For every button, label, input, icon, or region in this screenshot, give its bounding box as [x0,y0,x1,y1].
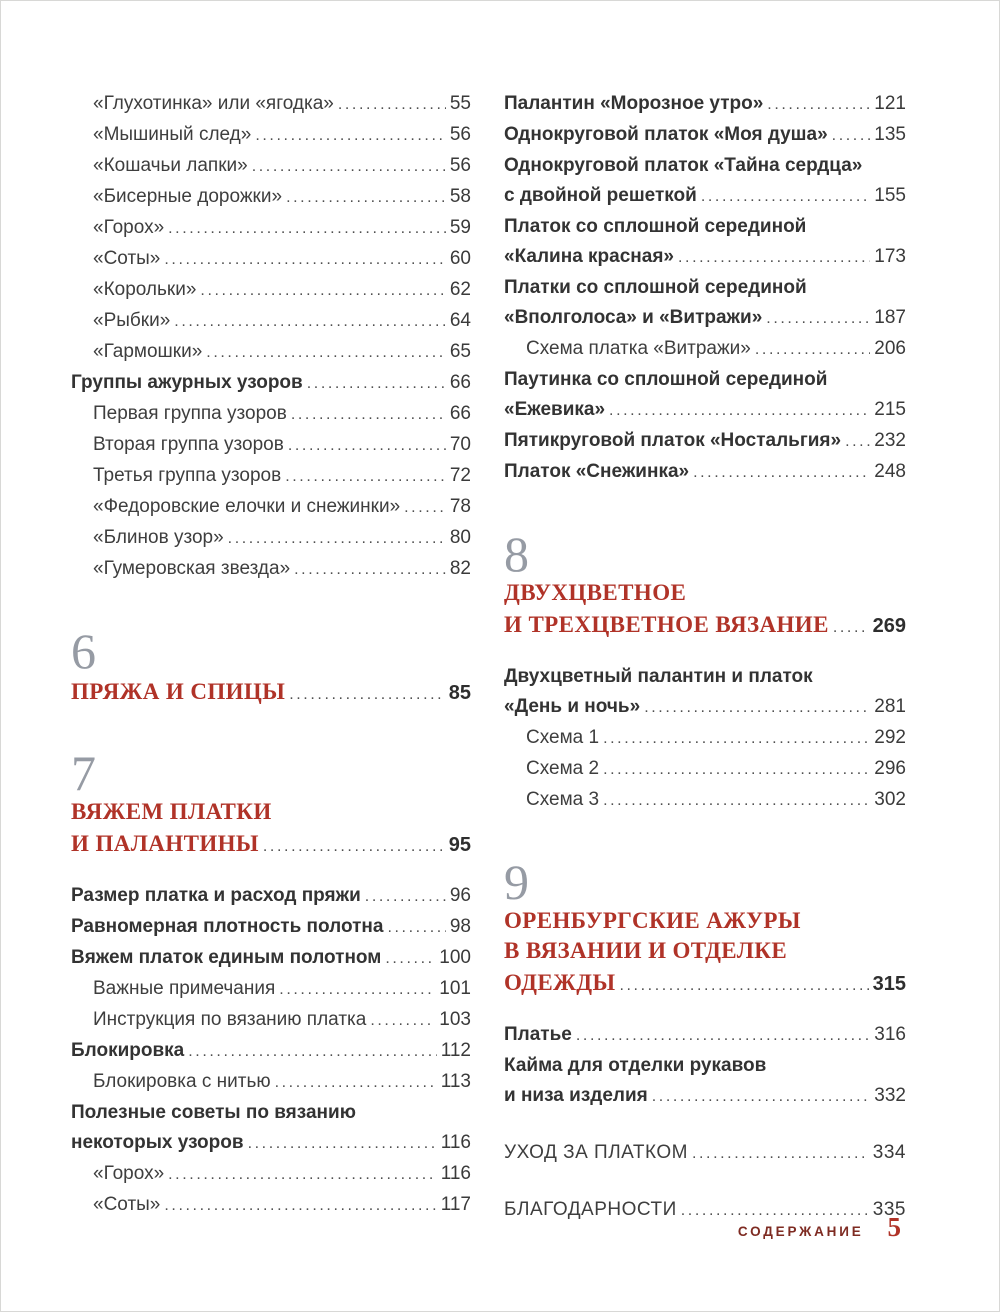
entry-page-number: 100 [439,947,471,968]
page-footer [738,1212,901,1243]
dot-leader [832,121,871,151]
toc-entry [71,337,471,368]
chapter-heading [504,854,906,998]
toc-entry [504,212,906,273]
chapter-title: ОРЕНБУРГСКИЕ АЖУРЫ [504,908,801,933]
entry-text: «Бисерные дорожки» [93,186,283,207]
dot-leader [619,977,868,995]
footer-page-number: 5 [887,1212,901,1242]
toc-entry [71,399,471,430]
entry-page-number: 78 [449,496,471,517]
entry-text: с двойной решеткой [504,185,697,206]
toc-entry [504,426,906,457]
entry-text: «Федоровские елочки и снежинки» [93,496,401,517]
toc-entry [71,461,471,492]
dot-leader [365,882,446,912]
entry-page-number: 296 [874,758,906,779]
entry-text: Полезные советы по вязанию [71,1102,356,1123]
toc-entry [71,1190,471,1221]
chapter-page-number: 269 [872,615,906,637]
entry-text: «Соты» [93,248,161,269]
entry-row [526,723,906,754]
toc-section [504,662,906,816]
dot-leader [767,90,870,120]
entry-page-number: 60 [449,248,471,269]
chapter-title-row [71,677,471,707]
entry-row [526,785,906,816]
toc-entry [71,554,471,585]
entry-page-number: 332 [874,1085,906,1106]
dot-leader [188,1037,436,1067]
toc-entry [71,523,471,554]
dot-leader [404,493,446,523]
entry-text: Группы ажурных узоров [71,372,303,393]
toc-entry [504,365,906,426]
toc-entry [504,754,906,785]
dot-leader [279,975,435,1005]
toc-entry [504,1020,906,1051]
entry-text: БЛАГОДАРНОСТИ [504,1199,677,1220]
entry-text: Однокруговой платок «Моя душа» [504,124,828,145]
toc-entry [504,457,906,488]
dot-leader [692,1139,869,1169]
entry-page-number: 80 [449,527,471,548]
toc-entry [71,1159,471,1190]
dot-leader [200,276,445,306]
entry-page-number: 187 [874,307,906,328]
entry-text: Инструкция по вязанию платка [93,1009,367,1030]
toc-entry [71,912,471,943]
entry-text: «Блинов узор» [93,527,224,548]
entry-page-number: 206 [874,338,906,359]
entry-text: Вяжем платок единым полотном [71,947,382,968]
chapter-heading [71,745,471,859]
entry-page-number: 58 [449,186,471,207]
entry-page-number: 155 [874,185,906,206]
entry-page-number: 316 [874,1024,906,1045]
chapter-page-number: 85 [448,682,471,704]
entry-text: «Мышиный след» [93,124,252,145]
entry-text: Блокировка [71,1040,185,1061]
chapter-title-row [504,610,906,640]
dot-leader [248,1129,437,1159]
entry-text: Платок со сплошной серединой [504,216,807,237]
dot-leader [701,182,870,212]
entry-page-number: 66 [449,372,471,393]
entry-text: Вторая группа узоров [93,434,284,455]
entry-text: Двухцветный палантин и платок [504,666,813,687]
toc-section [504,1020,906,1226]
chapter-title: И ПАЛАНТИНЫ [71,831,259,856]
entry-page-number: 65 [449,341,471,362]
entry-row [71,912,471,943]
entry-text: «Корольки» [93,279,197,300]
entry-text: «Глухотинка» или «ягодка» [93,93,334,114]
chapter-number: 7 [71,745,96,801]
entry-row [71,943,471,974]
entry-page-number: 98 [449,916,471,937]
entry-row [504,692,906,723]
entry-row [504,395,906,426]
dot-leader [678,243,870,273]
entry-row [93,461,471,492]
toc-entry [71,881,471,912]
dot-leader [174,307,446,337]
entry-text: Третья группа узоров [93,465,282,486]
entry-text: Паутинка со сплошной серединой [504,369,828,390]
entry-text: Равномерная плотность полотна [71,916,384,937]
entry-row [71,368,471,399]
toc-entry [71,974,471,1005]
entry-text: «Ежевика» [504,399,606,420]
entry-text: Схема 2 [526,758,600,779]
dot-leader [286,183,446,213]
toc-entry [504,334,906,365]
entry-text: «Вполголоса» и «Витражи» [504,307,763,328]
entry-text: «Соты» [93,1194,161,1215]
entry-text: Схема 1 [526,727,600,748]
entry-row [504,303,906,334]
toc-column-right [504,89,906,1226]
toc-entry [71,368,471,399]
entry-text: «Рыбки» [93,310,171,331]
entry-row [504,1081,906,1112]
toc-entry [504,151,906,212]
toc-entry [71,306,471,337]
entry-page-number: 335 [872,1199,906,1220]
entry-page-number: 82 [449,558,471,579]
entry-page-number: 56 [449,124,471,145]
entry-text: Платок «Снежинка» [504,461,690,482]
entry-text: Палантин «Морозное утро» [504,93,764,114]
chapter-title: ДВУХЦВЕТНОЕ [504,580,687,605]
entry-text: Размер платка и расход пряжи [71,885,361,906]
entry-row [93,1190,471,1221]
entry-page-number: 103 [439,1009,471,1030]
dot-leader [307,369,446,399]
entry-page-number: 112 [440,1040,471,1061]
entry-row [504,1138,906,1169]
entry-row [71,881,471,912]
entry-text: Важные примечания [93,978,276,999]
dot-leader [644,693,870,723]
chapter-title: ПРЯЖА И СПИЦЫ [71,679,286,704]
entry-text: «Калина красная» [504,246,674,267]
chapter-title: ОДЕЖДЫ [504,970,616,995]
entry-text: Платье [504,1024,572,1045]
chapter-number: 9 [504,854,529,910]
toc-entry [71,1005,471,1036]
dot-leader [603,724,870,754]
toc-entry [71,244,471,275]
dot-leader [263,838,445,856]
dot-leader [609,396,870,426]
toc-entry [71,89,471,120]
toc-entry [504,1051,906,1112]
entry-page-number: 64 [449,310,471,331]
toc-entry [71,213,471,244]
entry-row [93,89,471,120]
dot-leader [289,686,445,704]
entry-text: «День и ночь» [504,696,641,717]
chapter-title: В ВЯЗАНИИ И ОТДЕЛКЕ [504,938,788,963]
entry-row [93,1005,471,1036]
entry-row [504,120,906,151]
entry-row [504,181,906,212]
entry-page-number: 59 [449,217,471,238]
entry-row [93,1159,471,1190]
toc-section [71,881,471,1221]
entry-page-number: 56 [449,155,471,176]
dot-leader [228,524,446,554]
entry-text: Первая группа узоров [93,403,287,424]
dot-leader [387,913,445,943]
entry-page-number: 232 [874,430,906,451]
entry-row [93,151,471,182]
entry-row [93,306,471,337]
entry-page-number: 248 [874,461,906,482]
chapter-title-row [71,829,471,859]
entry-page-number: 135 [874,124,906,145]
dot-leader [294,555,446,585]
entry-page-number: 302 [874,789,906,810]
entry-page-number: 116 [440,1163,471,1184]
dot-leader [288,431,446,461]
toc-entry [71,943,471,974]
dot-leader [168,1160,437,1190]
entry-row [71,1036,471,1067]
entry-row [504,1020,906,1051]
entry-text: Кайма для отделки рукавов [504,1055,767,1076]
entry-page-number: 121 [874,93,906,114]
entry-page-number: 215 [874,399,906,420]
entry-page-number: 281 [874,696,906,717]
chapter-number: 8 [504,526,529,582]
toc-entry [504,785,906,816]
toc-entry [71,182,471,213]
dot-leader [370,1006,435,1036]
dot-leader [385,944,435,974]
entry-row [93,182,471,213]
entry-text: Блокировка с нитью [93,1071,271,1092]
entry-text: Платки со сплошной серединой [504,277,807,298]
dot-leader [252,152,446,182]
dot-leader [576,1021,870,1051]
entry-page-number: 334 [872,1142,906,1163]
entry-page-number: 173 [874,246,906,267]
chapter-title: ВЯЖЕМ ПЛАТКИ [71,799,272,824]
entry-page-number: 70 [449,434,471,455]
toc-entry [504,723,906,754]
dot-leader [164,245,445,275]
toc-entry [71,492,471,523]
entry-page-number: 101 [439,978,471,999]
chapter-page-number: 95 [448,834,471,856]
entry-page-number: 66 [449,403,471,424]
footer-section-label: СОДЕРЖАНИЕ [737,1224,864,1239]
entry-row [526,334,906,365]
entry-text: и низа изделия [504,1085,648,1106]
entry-row [504,89,906,120]
entry-page-number: 292 [874,727,906,748]
toc-entry [71,151,471,182]
entry-row [93,1067,471,1098]
chapter-number: 6 [71,623,96,679]
entry-page-number: 116 [440,1132,471,1153]
dot-leader [693,458,870,488]
toc-column-left [71,89,471,1221]
dot-leader [164,1191,436,1221]
toc-entry [71,120,471,151]
toc-entry [71,275,471,306]
dot-leader [291,400,446,430]
toc-entry [504,89,906,120]
dot-leader [275,1068,437,1098]
entry-row [93,275,471,306]
dot-leader [755,335,870,365]
chapter-title: И ТРЕХЦВЕТНОЕ ВЯЗАНИЕ [504,612,829,637]
dot-leader [603,755,870,785]
entry-row [504,426,906,457]
dot-leader [255,121,446,151]
entry-row [93,213,471,244]
entry-text: Схема платка «Витражи» [526,338,751,359]
entry-text: «Горох» [93,1163,165,1184]
entry-row [71,1128,471,1159]
entry-text: Пятикруговой платок «Ностальгия» [504,430,842,451]
dot-leader [168,214,446,244]
entry-page-number: 117 [440,1194,471,1215]
entry-text: «Кошачьи лапки» [93,155,248,176]
entry-row [526,754,906,785]
entry-row [93,523,471,554]
entry-text: «Гумеровская звезда» [93,558,291,579]
dot-leader [766,304,870,334]
entry-row [93,399,471,430]
entry-page-number: 113 [440,1071,471,1092]
dot-leader [206,338,446,368]
dot-leader [338,90,446,120]
entry-page-number: 72 [449,465,471,486]
toc-entry [504,120,906,151]
toc-entry [504,1138,906,1169]
entry-text: «Горох» [93,217,165,238]
dot-leader [652,1082,871,1112]
entry-page-number: 62 [449,279,471,300]
entry-row [93,492,471,523]
entry-text: «Гармошки» [93,341,203,362]
toc-section [504,89,906,488]
toc-section [71,89,471,585]
dot-leader [603,786,870,816]
entry-row [93,244,471,275]
toc-entry [71,1067,471,1098]
entry-row [504,457,906,488]
toc-entry [71,1098,471,1159]
entry-row [93,120,471,151]
entry-text: Однокруговой платок «Тайна сердца» [504,155,863,176]
entry-row [93,430,471,461]
entry-row [93,337,471,368]
entry-page-number: 55 [449,93,471,114]
chapter-heading [71,623,471,707]
toc-entry [504,662,906,723]
toc-entry [504,273,906,334]
chapter-heading [504,526,906,640]
entry-text: некоторых узоров [71,1132,244,1153]
dot-leader [833,619,869,637]
entry-row [93,974,471,1005]
toc-entry [71,430,471,461]
dot-leader [285,462,446,492]
entry-row [504,242,906,273]
entry-text: УХОД ЗА ПЛАТКОМ [504,1142,688,1163]
dot-leader [845,427,870,457]
entry-page-number: 96 [449,885,471,906]
entry-row [93,554,471,585]
chapter-title-row [504,968,906,998]
toc-entry [71,1036,471,1067]
chapter-page-number: 315 [872,973,906,995]
entry-text: Схема 3 [526,789,600,810]
